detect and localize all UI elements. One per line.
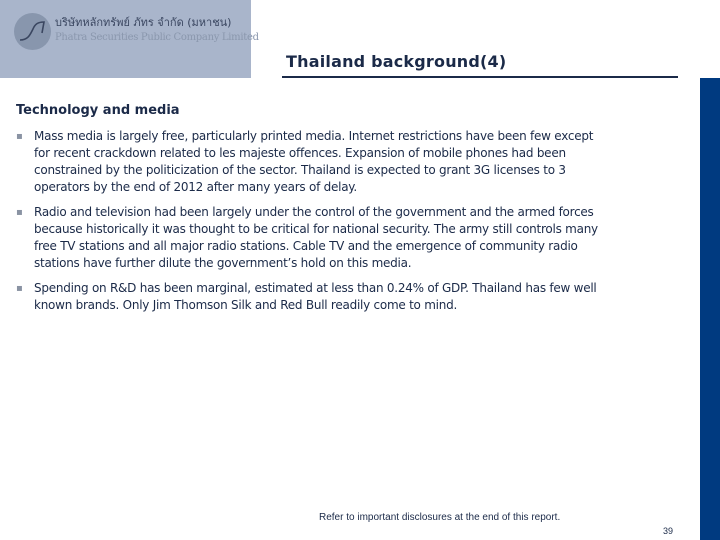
bullet-line: operators by the end of 2012 after many years of delay. <box>34 180 357 194</box>
bullet-icon: ▪ <box>16 283 23 294</box>
logo-text <box>55 16 259 44</box>
bullet-line: constrained by the politicization of the sector. Thailand is expected to grant 3G licenses to 3 <box>34 163 566 177</box>
page-number: 39 <box>663 526 674 536</box>
bullet-line: Radio and television had been largely under the control of the government and the armed forces <box>34 205 594 219</box>
bullet-item <box>16 128 684 196</box>
side-accent-bar <box>700 78 720 540</box>
bullet-line: because historically it was thought to be critical for national security. The army still controls many <box>34 222 598 236</box>
bullet-icon: ▪ <box>16 207 23 218</box>
bullet-item <box>16 280 684 314</box>
title-underline <box>282 76 678 78</box>
bullet-line: Spending on R&D has been marginal, estimated at less than 0.24% of GDP. Thailand has few well <box>34 281 597 295</box>
bullet-line: known brands. Only Jim Thomson Silk and Red Bull readily come to mind. <box>34 298 458 312</box>
section-heading: Technology and media <box>16 103 180 118</box>
bullet-line: stations have further dilute the government’s hold on this media. <box>34 256 412 270</box>
logo-panel <box>0 0 259 78</box>
bullet-icon: ▪ <box>16 131 23 142</box>
logo-english-name: Phatra Securities Public Company Limited <box>55 32 259 43</box>
bullet-line: free TV stations and all major radio stations. Cable TV and the emergence of community radio <box>34 239 578 253</box>
bullet-item <box>16 204 684 272</box>
company-logo-icon <box>14 13 51 50</box>
bullet-line: for recent crackdown related to les majeste offences. Expansion of mobile phones had been <box>34 146 566 160</box>
page-title: Thailand background(4) <box>286 52 507 71</box>
bullet-list <box>16 128 684 322</box>
logo-thai-name: บริษัทหลักทรัพย์ ภัทร จำกัด (มหาชน) <box>55 16 232 29</box>
bullet-line: Mass media is largely free, particularly printed media. Internet restrictions have been few except <box>34 129 594 143</box>
disclosure-note: Refer to important disclosures at the end of this report. <box>319 512 561 523</box>
